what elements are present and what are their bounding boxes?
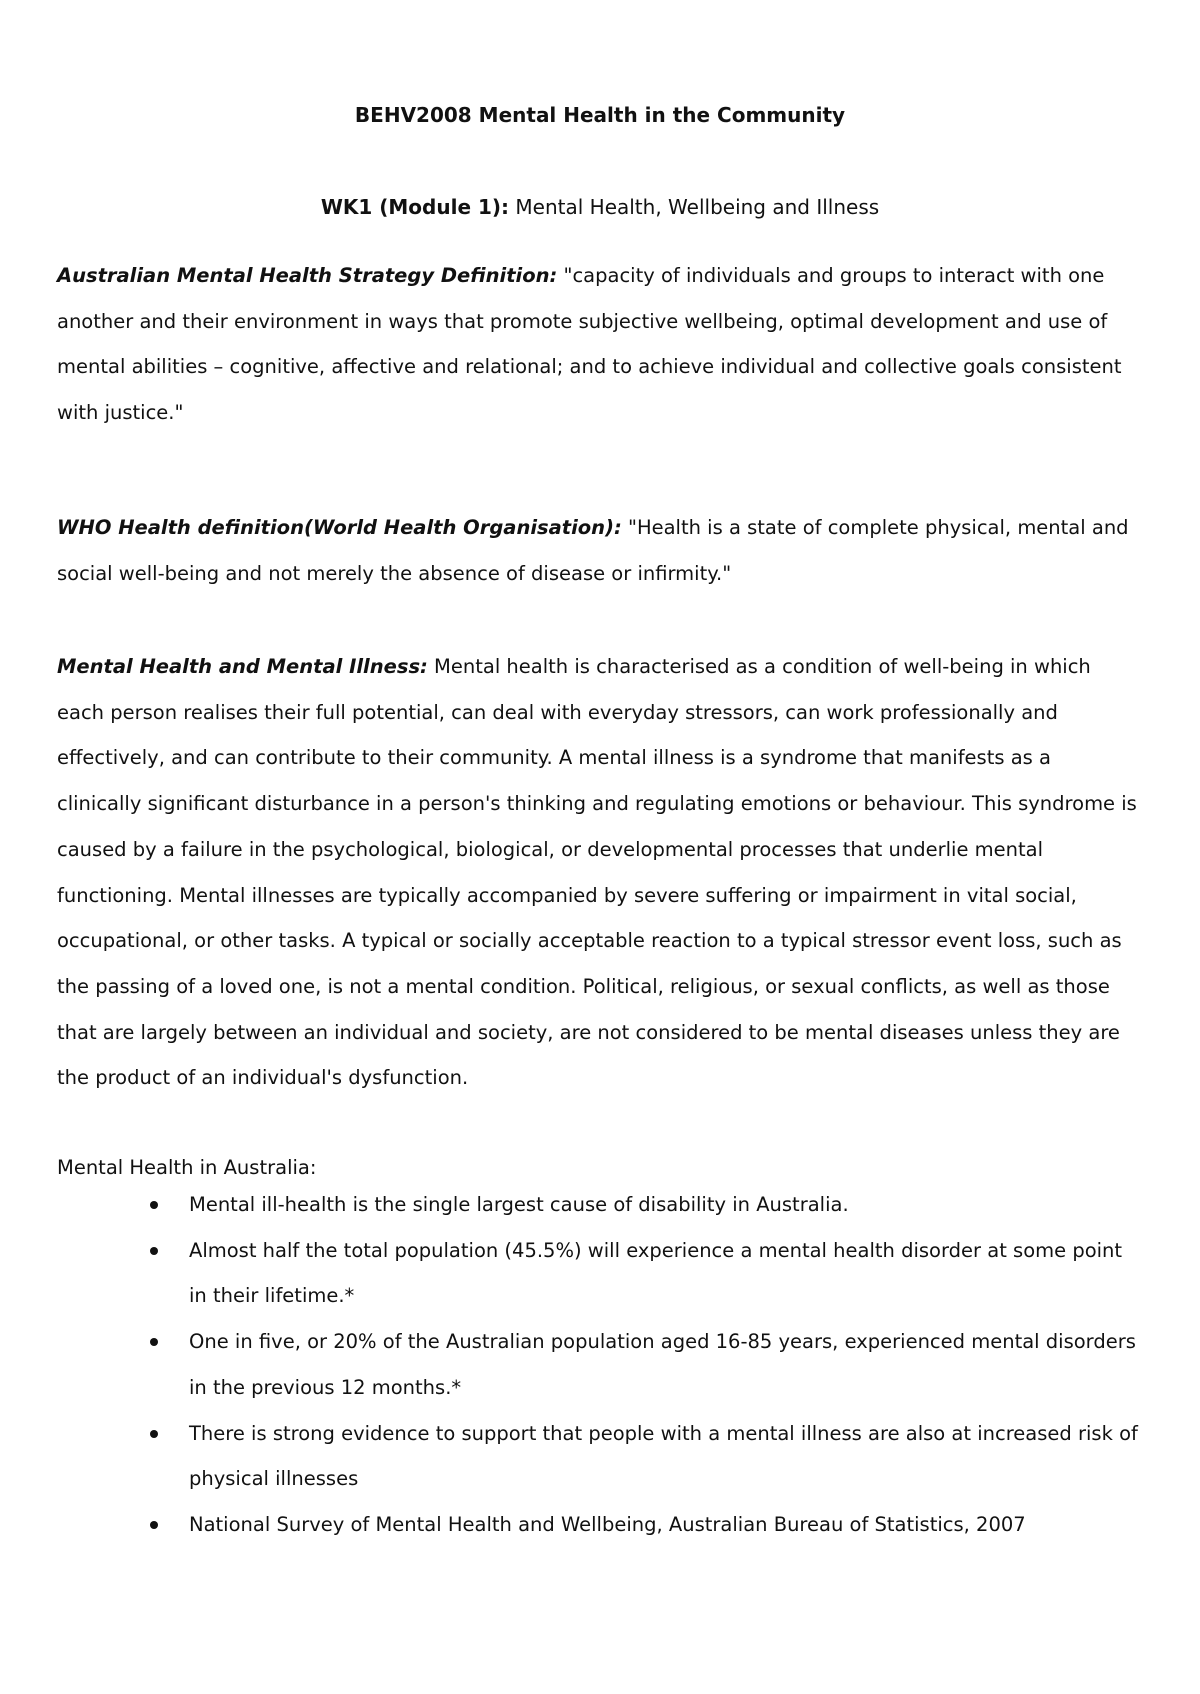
strategy-definition-term: Australian Mental Health Strategy Definition: bbox=[57, 264, 558, 287]
list-item-text: One in five, or 20% of the Australian population aged 16-85 years, experienced mental disorders in the previous 12 months.* bbox=[189, 1330, 1136, 1399]
bullet-icon bbox=[150, 1201, 158, 1209]
list-item-text: National Survey of Mental Health and Wellbeing, Australian Bureau of Statistics, 2007 bbox=[189, 1512, 1026, 1536]
bullet-icon bbox=[150, 1521, 158, 1529]
strategy-definition-text: "capacity of individuals and groups to interact with one another and their environment in ways that promote subjective wellbeing, optimal development and use of mental abilities – cognitive, affective and relational; and to achieve individual and collective goals consistent with justice." bbox=[57, 264, 1122, 425]
module-label: WK1 (Module 1): bbox=[320, 195, 510, 219]
bullet-icon bbox=[150, 1247, 158, 1255]
who-definition-paragraph bbox=[57, 505, 1137, 596]
bullet-icon bbox=[150, 1338, 158, 1346]
mental-illness-paragraph bbox=[57, 644, 1137, 1101]
list-item-text: Mental ill-health is the single largest cause of disability in Australia. bbox=[189, 1193, 849, 1216]
list-item bbox=[145, 1502, 1145, 1548]
module-topic: Mental Health, Wellbeing and Illness bbox=[509, 195, 880, 219]
who-definition-text: "Health is a state of complete physical, mental and social well-being and not merely the absence of disease or infirmity." bbox=[57, 516, 1129, 585]
strategy-definition-paragraph bbox=[57, 253, 1137, 436]
mental-illness-term: Mental Health and Mental Illness: bbox=[57, 655, 428, 678]
document-page bbox=[57, 0, 1137, 1694]
list-item bbox=[145, 1182, 1145, 1228]
bullet-icon bbox=[150, 1430, 158, 1438]
mental-illness-text: Mental health is characterised as a condition of well-being in which each person realises their full potential, can deal with everyday stressors, can work professionally and effectively, and can contribute to their community. A mental illness is a syndrome that manifests as a clinically significant disturbance in a person's thinking and regulating emotions or behaviour. This syndrome is caused by a failure in the psychological, biological, or developmental processes that underlie mental functioning. Mental illnesses are typically accompanied by severe suffering or impairment in vital social, occupational, or other tasks. A typical or socially acceptable reaction to a typical stressor event loss, such as the passing of a loved one, is not a mental condition. Political, religious, or sexual conflicts, as well as those that are largely between an individual and society, are not considered to be mental diseases unless they are the product of an individual's dysfunction. bbox=[57, 655, 1137, 1090]
list-item bbox=[145, 1228, 1145, 1319]
section-heading: Mental Health in Australia: bbox=[57, 1156, 317, 1179]
document-title: BEHV2008 Mental Health in the Community bbox=[354, 103, 846, 127]
list-item-text: Almost half the total population (45.5%) will experience a mental health disorder at some point in their lifetime.* bbox=[189, 1238, 1123, 1308]
list-item bbox=[145, 1319, 1145, 1410]
who-definition-term: WHO Health definition(World Health Organisation): bbox=[57, 516, 622, 539]
list-item-text: There is strong evidence to support that people with a mental illness are also at increased risk of physical illnesses bbox=[189, 1421, 1138, 1491]
module-subtitle bbox=[57, 193, 1143, 221]
statistics-list bbox=[145, 1182, 1145, 1548]
list-item bbox=[145, 1411, 1145, 1502]
